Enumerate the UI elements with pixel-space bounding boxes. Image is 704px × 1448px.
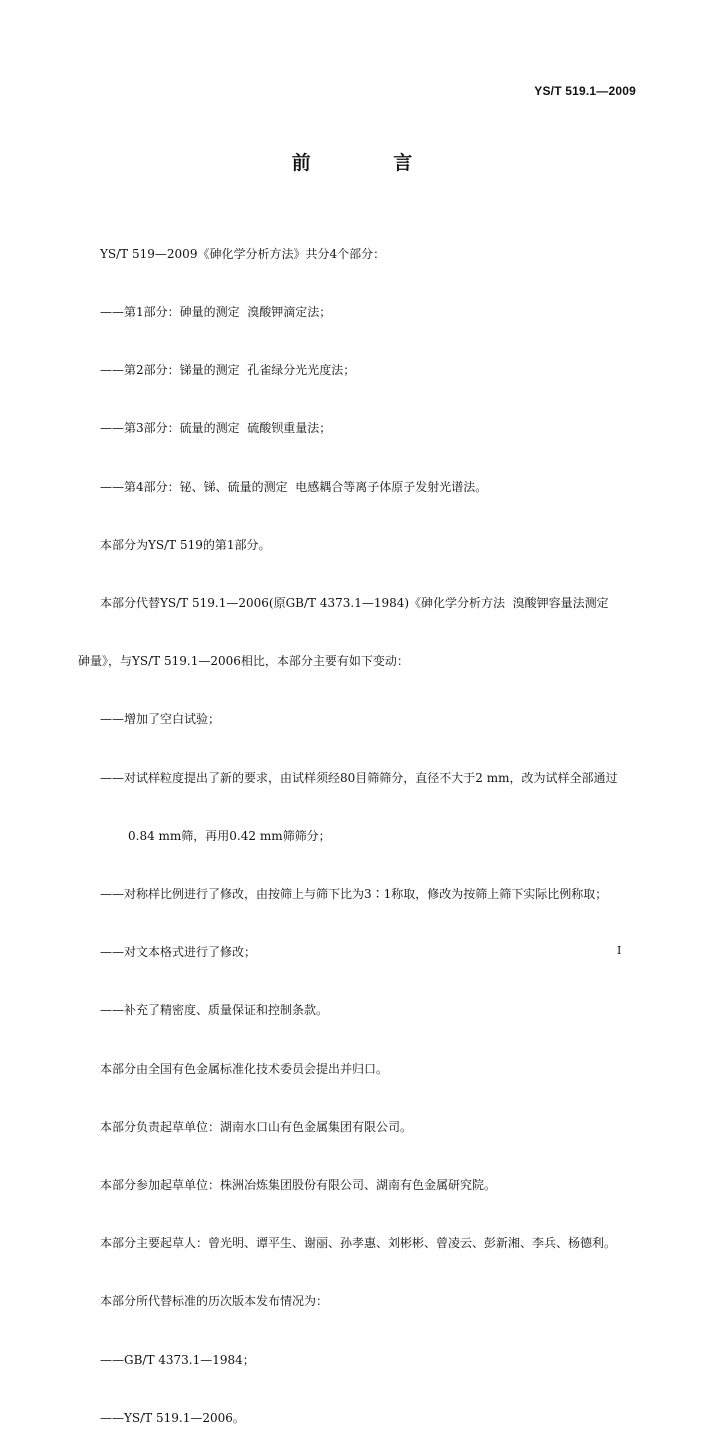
paragraph-line: 本部分代替YS/T 519.1—2006(原GB/T 4373.1—1984)《砷化学分析方法 溴酸钾容量法测定	[100, 596, 609, 611]
list-item-continuation: 0.84 mm筛，再用0.42 mm筛筛分；	[128, 828, 331, 843]
list-item: ——对试样粒度提出了新的要求，由试样须经80目筛筛分，直径不大于2 mm，改为试样全部通过	[100, 770, 618, 785]
list-item: ——第1部分：砷量的测定 溴酸钾滴定法；	[100, 305, 332, 320]
paragraph-line: 本部分负责起草单位：湖南水口山有色金属集团有限公司。	[100, 1119, 413, 1134]
paragraph-line: 本部分由全国有色金属标准化技术委员会提出并归口。	[100, 1061, 389, 1076]
paragraph-line: 本部分为YS/T 519的第1部分。	[100, 537, 271, 552]
paragraph-line: 本部分所代替标准的历次版本发布情况为：	[100, 1294, 329, 1309]
page-number: I	[617, 944, 622, 957]
list-item: ——第3部分：硫量的测定 硫酸钡重量法；	[100, 421, 332, 436]
paragraph-line: YS/T 519—2009《砷化学分析方法》共分4个部分：	[100, 246, 386, 261]
paragraph-line: 本部分主要起草人：曾光明、谭平生、谢丽、孙孝惠、刘彬彬、曾凌云、彭新湘、李兵、杨德利。	[100, 1236, 617, 1251]
paragraph-line: 本部分参加起草单位：株洲冶炼集团股份有限公司、湖南有色金属研究院。	[100, 1178, 497, 1193]
list-item: ——补充了精密度、质量保证和控制条款。	[100, 1003, 329, 1018]
list-item: ——对文本格式进行了修改；	[100, 945, 257, 960]
standard-number: YS/T 519.1—2009	[534, 84, 636, 98]
list-item: ——增加了空白试验；	[100, 712, 221, 727]
list-item: ——第2部分：锑量的测定 孔雀绿分光光度法；	[100, 363, 356, 378]
list-item: ——YS/T 519.1—2006。	[100, 1410, 245, 1425]
page-title: 前 言	[291, 152, 451, 174]
foreword-body	[78, 206, 638, 1448]
paragraph-line: 砷量》，与YS/T 519.1—2006相比，本部分主要有如下变动：	[78, 654, 409, 669]
list-item: ——GB/T 4373.1—1984；	[100, 1352, 255, 1367]
list-item: ——第4部分：铋、锑、硫量的测定 电感耦合等离子体原子发射光谱法。	[100, 479, 488, 494]
list-item: ——对称样比例进行了修改，由按筛上与筛下比为3∶1称取，修改为按筛上筛下实际比例称取；	[100, 887, 608, 902]
